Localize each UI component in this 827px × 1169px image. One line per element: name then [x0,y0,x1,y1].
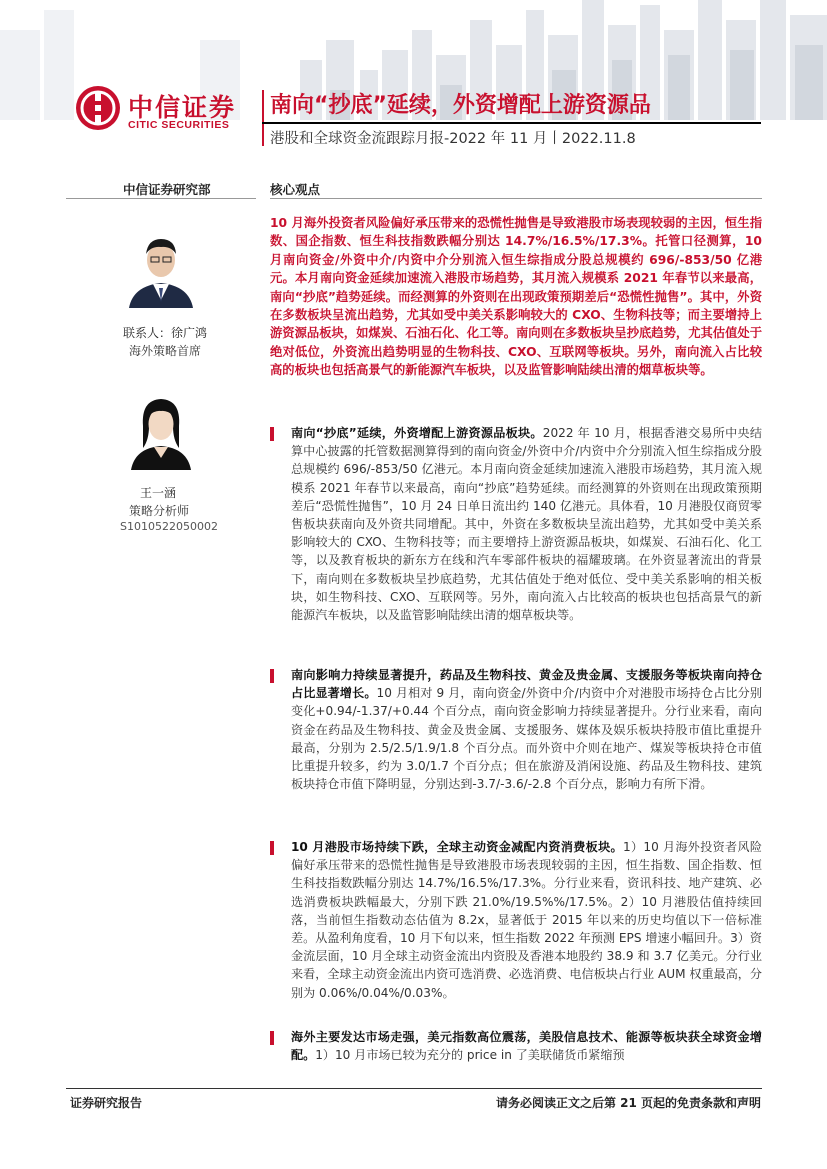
sidebar-rule [66,198,256,199]
core-view-summary: 10 月海外投资者风险偏好承压带来的恐慌性抛售是导致港股市场表现较弱的主因，恒生指数、国企指数、恒生科技指数跌幅分别达 14.7%/16.5%/17.3%。托管口径测算，10 月南向资金/外资中介/内资中介分别流入恒生综指成分股总规模约 696/-853/50 亿港元。本月南向资金延续加速流入港股市场趋势，其月流入规模系 2021 年春节以来最高，南向“抄底”趋势延续。而经测算的外资则在出现政策预期差后“恐慌性抛售”。其中，外资在多数板块呈流出趋势，尤其如受中美关系影响较大的 CXO、生物科技等；而主要增持上游资源品板块，如煤炭、石油石化、化工等。南向则在多数板块呈抄底趋势，尤其估值处于绝对低位，外资流出趋势明显的生物科技、CXO、互联网等板块。另外，南向流入占比较高的板块也包括高景气的新能源汽车板块，以及监管影响陆续出清的烟草板块等。 [270,216,762,378]
author-2-title: 策略分析师 [129,504,190,518]
author-1-name: 联系人：徐广鸿 [123,326,208,340]
point-paragraph-1 [291,424,762,624]
point-paragraph-4 [291,1028,762,1064]
citic-emblem-icon [76,86,120,130]
footer-rule [66,1088,762,1089]
avatar-author-1 [123,228,199,308]
footer-disclaimer: 请务必阅读正文之后第 21 页起的免责条款和声明 [495,1096,761,1110]
bullet-marker-2 [270,669,274,683]
title-rule [262,122,761,124]
dept-label: 中信证券研究部 [123,182,211,197]
bullet-marker-1 [270,427,274,441]
point-2-lead: 南向影响力持续显著提升，药品及生物科技、黄金及贵金属、支援服务等板块南向持仓占比显著增长。 [291,668,762,701]
title-divider [262,90,264,146]
citic-logo [76,86,266,136]
author-1-title: 海外策略首席 [129,344,202,358]
point-2-body: 10 月相对 9 月，南向资金/外资中介/内资中介对港股市场持仓占比分别变化+0.94/-1.37/+0.44 个百分点，南向资金影响力持续显著提升。分行业来看，南向资金在药品及生物科技、黄金及贵金属、支援服务、媒体及娱乐板块持股市值比重提升最高，分别为 2.5/2.5/1.9/1.8 个百分点。而外资中介则在地产、煤炭等板块持仓市值比重提升较多，约为 3.0/1.7 个百分点；但在旅游及消闲设施、药品及生物科技、建筑板块持仓市值下降明显，分别达到-3.7/-3.6/-2.8 个百分点，影响力有所下滑。 [291,686,762,792]
point-4-lead: 海外主要发达市场走强，美元指数高位震荡，美股信息技术、能源等板块获全球资金增配。 [291,1030,762,1063]
core-view-label: 核心观点 [270,182,321,197]
main-rule [270,198,762,199]
point-1-body: 2022 年 10 月，根据香港交易所中央结算中心披露的托管数据测算得到的南向资金/外资中介/内资中介分别流入恒生综指成分股总规模约 696/-853/50 亿港元。本月南向资金延续加速流入港股市场趋势，其月流入规模系 2021 年春节以来最高，南向“抄底”趋势延续。而经测算的外资则在出现政策预期差后“恐慌性抛售”，10 月 24 日单日流出约 140 亿港元。具体看，10 月港股仅商贸零售板块获南向及外资共同增配。其中，外资在多数板块呈流出趋势，尤其如受中美关系影响较大的 CXO、生物科技等；而主要增持上游资源品板块，如煤炭、石油石化、化工等，以及教育板块的新东方在线和汽车零部件板块的福耀玻璃。在外资显著流出的背景下，南向则在多数板块呈抄底趋势，尤其估值处于绝对低位、受中美关系影响的相关板块，如生物科技、CXO、互联网等。另外，南向流入占比较高的板块也包括高景气的新能源汽车板块，以及监管影响陆续出清的烟草板块等。 [291,426,762,623]
point-1-lead: 南向“抄底”延续，外资增配上游资源品板块。 [291,426,543,440]
point-3-lead: 10 月港股市场持续下跌，全球主动资金减配内资消费板块。 [291,840,623,854]
footer-report-type: 证券研究报告 [70,1096,143,1110]
document-subtitle: 港股和全球资金流跟踪月报-2022 年 11 月丨2022.11.8 [270,131,636,147]
author-2-cert-id: S1010522050002 [120,520,218,533]
bullet-marker-4 [270,1031,274,1045]
logo-chinese-name: 中信证券 [128,93,237,122]
point-paragraph-3 [291,838,762,1002]
author-2-name: 王一涵 [140,486,177,500]
document-title: 南向“抄底”延续，外资增配上游资源品 [270,93,651,118]
bullet-marker-3 [270,841,274,855]
point-4-body: 1）10 月市场已较为充分的 price in 了美联储货币紧缩预 [315,1048,625,1063]
point-3-body: 1）10 月海外投资者风险偏好承压带来的恐慌性抛售是导致港股市场表现较弱的主因，恒生指数、国企指数、恒生科技指数跌幅分别达 14.7%/16.5%/17.3%。分行业来看，资讯科技、地产建筑、必选消费板块跌幅最大，分别下跌 21.0%/19.5%%/17.5%。2）10 月港股估值持续回落，当前恒生指数动态估值为 8.2x，显著低于 2015 年以来的历史均值以下一倍标准差。从盈利角度看，10 月下旬以来，恒生指数 2022 年预测 EPS 增速小幅回升。3）资金流层面，10 月全球主动资金流出内资股及香港本地股约 38.9 和 3.7 亿美元。分行业来看，全球主动资金流出内资可选消费、必选消费、电信板块占行业 AUM 权重最高，分别为 0.06%/0.04%/0.03%。 [291,840,762,1000]
logo-english-name: CITIC SECURITIES [128,119,230,131]
point-paragraph-2 [291,666,762,793]
avatar-author-2 [123,390,199,470]
